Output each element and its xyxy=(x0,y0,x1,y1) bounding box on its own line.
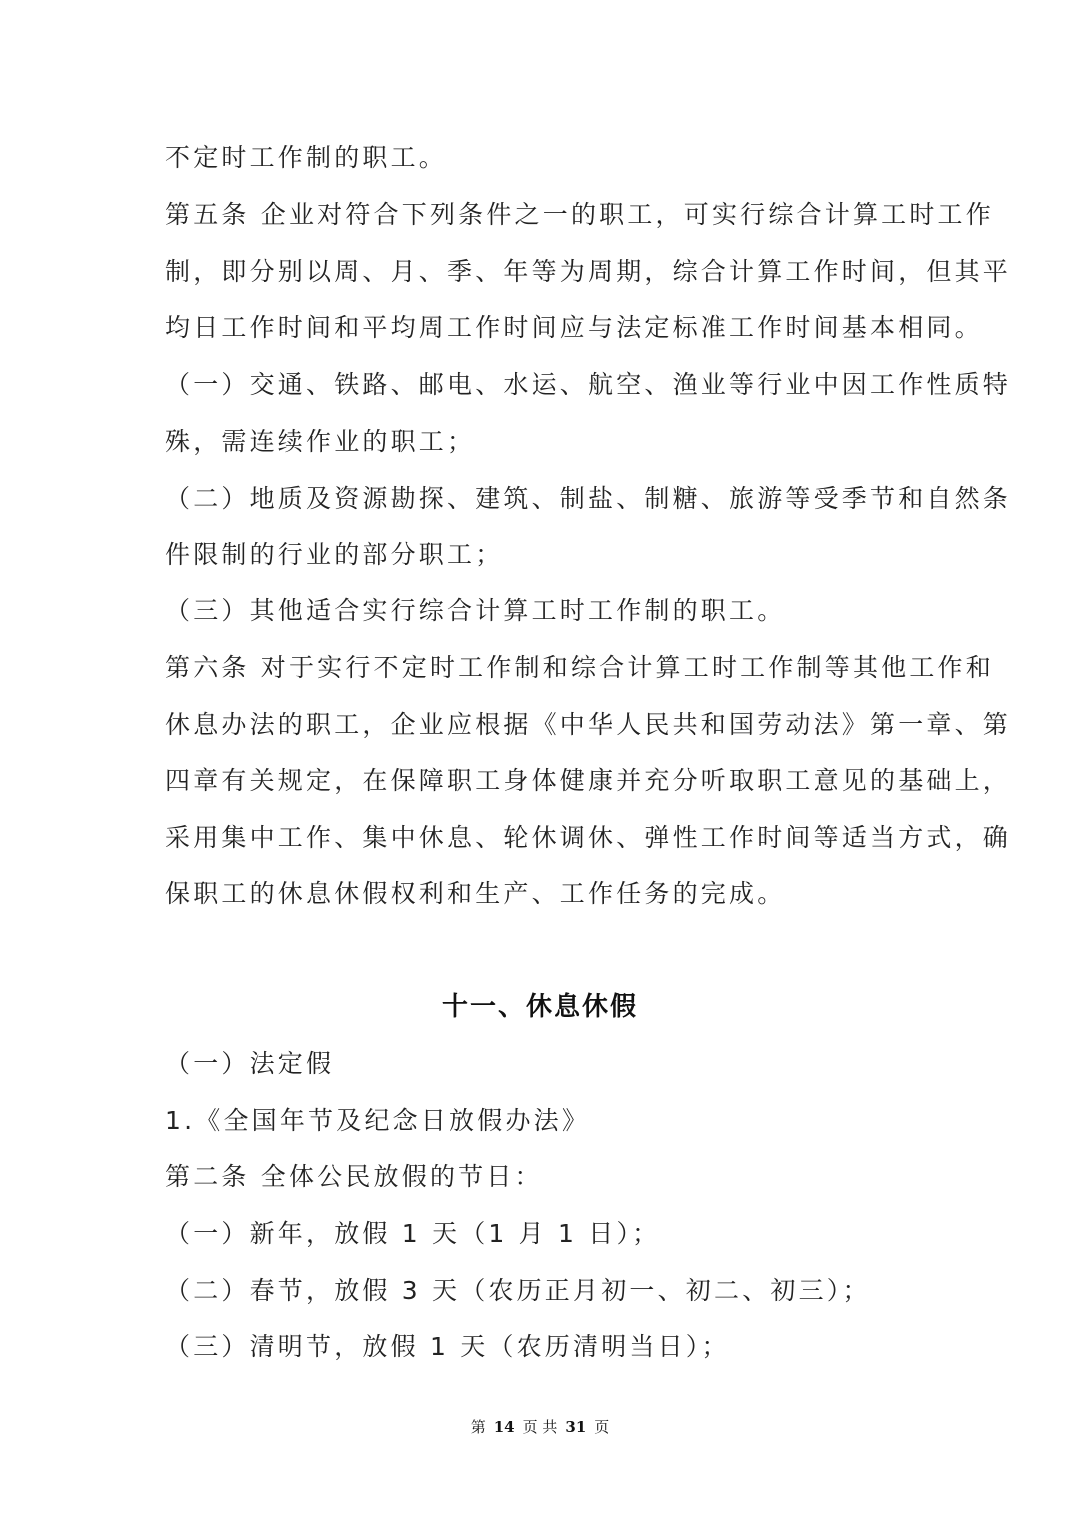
footer-suffix: 页 xyxy=(594,1418,610,1436)
subsection-title: （一）法定假 xyxy=(165,1049,335,1078)
footer-middle: 页 共 xyxy=(522,1418,558,1436)
article-5-line: 第五条 企业对符合下列条件之一的职工，可实行综合计算工时工作 xyxy=(165,200,994,229)
total-pages-number: 31 xyxy=(565,1418,587,1436)
page-footer xyxy=(0,1416,1080,1438)
article-2-line: 第二条 全体公民放假的节日： xyxy=(165,1162,543,1191)
section-heading: 十一、休息休假 xyxy=(441,992,638,1022)
text-line: 制，即分别以周、月、季、年等为周期，综合计算工作时间，但其平 xyxy=(165,257,1012,286)
text-line: 均日工作时间和平均周工作时间应与法定标准工作时间基本相同。 xyxy=(165,313,983,342)
holiday-item: （一）新年，放假 1 天（1 月 1 日）； xyxy=(165,1219,661,1248)
list-item: （一）交通、铁路、邮电、水运、航空、渔业等行业中因工作性质特 xyxy=(165,370,1012,399)
text-line: 殊，需连续作业的职工； xyxy=(165,427,476,456)
holiday-item: （三）清明节，放假 1 天（农历清明当日）； xyxy=(165,1332,730,1361)
text-line: 四章有关规定，在保障职工身体健康并充分听取职工意见的基础上， xyxy=(165,766,1012,795)
current-page-number: 14 xyxy=(493,1418,515,1436)
regulation-title: 1.《全国年节及纪念日放假办法》 xyxy=(165,1106,591,1135)
list-item: （三）其他适合实行综合计算工时工作制的职工。 xyxy=(165,596,786,625)
article-6-line: 第六条 对于实行不定时工作制和综合计算工时工作制等其他工作和 xyxy=(165,653,994,682)
text-line: 不定时工作制的职工。 xyxy=(165,143,448,172)
footer-prefix: 第 xyxy=(470,1418,486,1436)
text-line: 采用集中工作、集中休息、轮休调休、弹性工作时间等适当方式，确 xyxy=(165,823,1012,852)
text-line: 休息办法的职工，企业应根据《中华人民共和国劳动法》第一章、第 xyxy=(165,710,1012,739)
holiday-item: （二）春节，放假 3 天（农历正月初一、初二、初三）； xyxy=(165,1276,871,1305)
text-line: 件限制的行业的部分职工； xyxy=(165,540,504,569)
text-line: 保职工的休息休假权利和生产、工作任务的完成。 xyxy=(165,879,786,908)
list-item: （二）地质及资源勘探、建筑、制盐、制糖、旅游等受季节和自然条 xyxy=(165,484,1012,513)
